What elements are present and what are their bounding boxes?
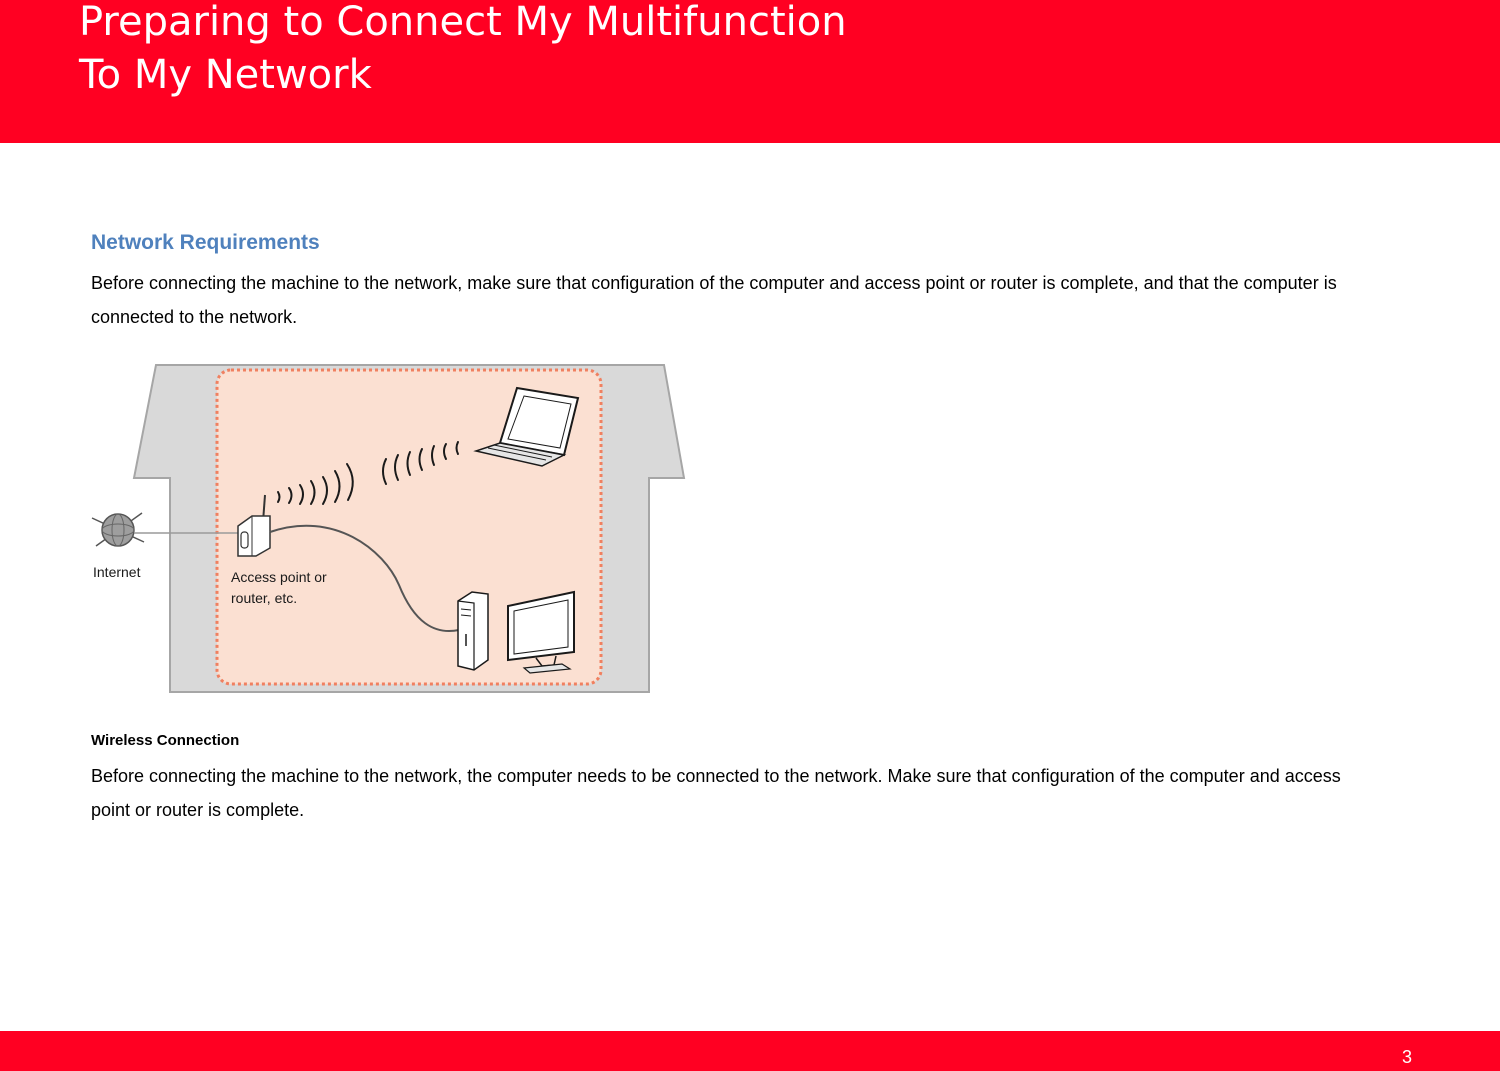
page-title-line-2: To My Network xyxy=(79,52,372,98)
router-label-line-2: router, etc. xyxy=(231,590,298,606)
page-title xyxy=(79,0,847,102)
internet-globe-icon xyxy=(92,513,144,546)
footer-bar xyxy=(0,1031,1500,1071)
wireless-connection-heading: Wireless Connection xyxy=(91,732,240,749)
network-requirements-text: Before connecting the machine to the network, make sure that configuration of the computer and access point or router is complete, and that the computer is connected to the network. xyxy=(91,273,1337,327)
internet-label: Internet xyxy=(93,564,141,580)
wireless-connection-text: Before connecting the machine to the network, the computer needs to be connected to the network. Make sure that configuration of the computer and access point or router is complete. xyxy=(91,766,1341,820)
router-label-line-1: Access point or xyxy=(231,569,327,585)
desktop-tower-icon xyxy=(458,592,488,670)
network-requirements-heading: Network Requirements xyxy=(91,231,320,254)
page-title-line-1: Preparing to Connect My Multifunction xyxy=(79,0,847,45)
network-diagram xyxy=(84,360,686,694)
page-number: 3 xyxy=(1401,1047,1412,1067)
header-bar xyxy=(0,0,1500,143)
